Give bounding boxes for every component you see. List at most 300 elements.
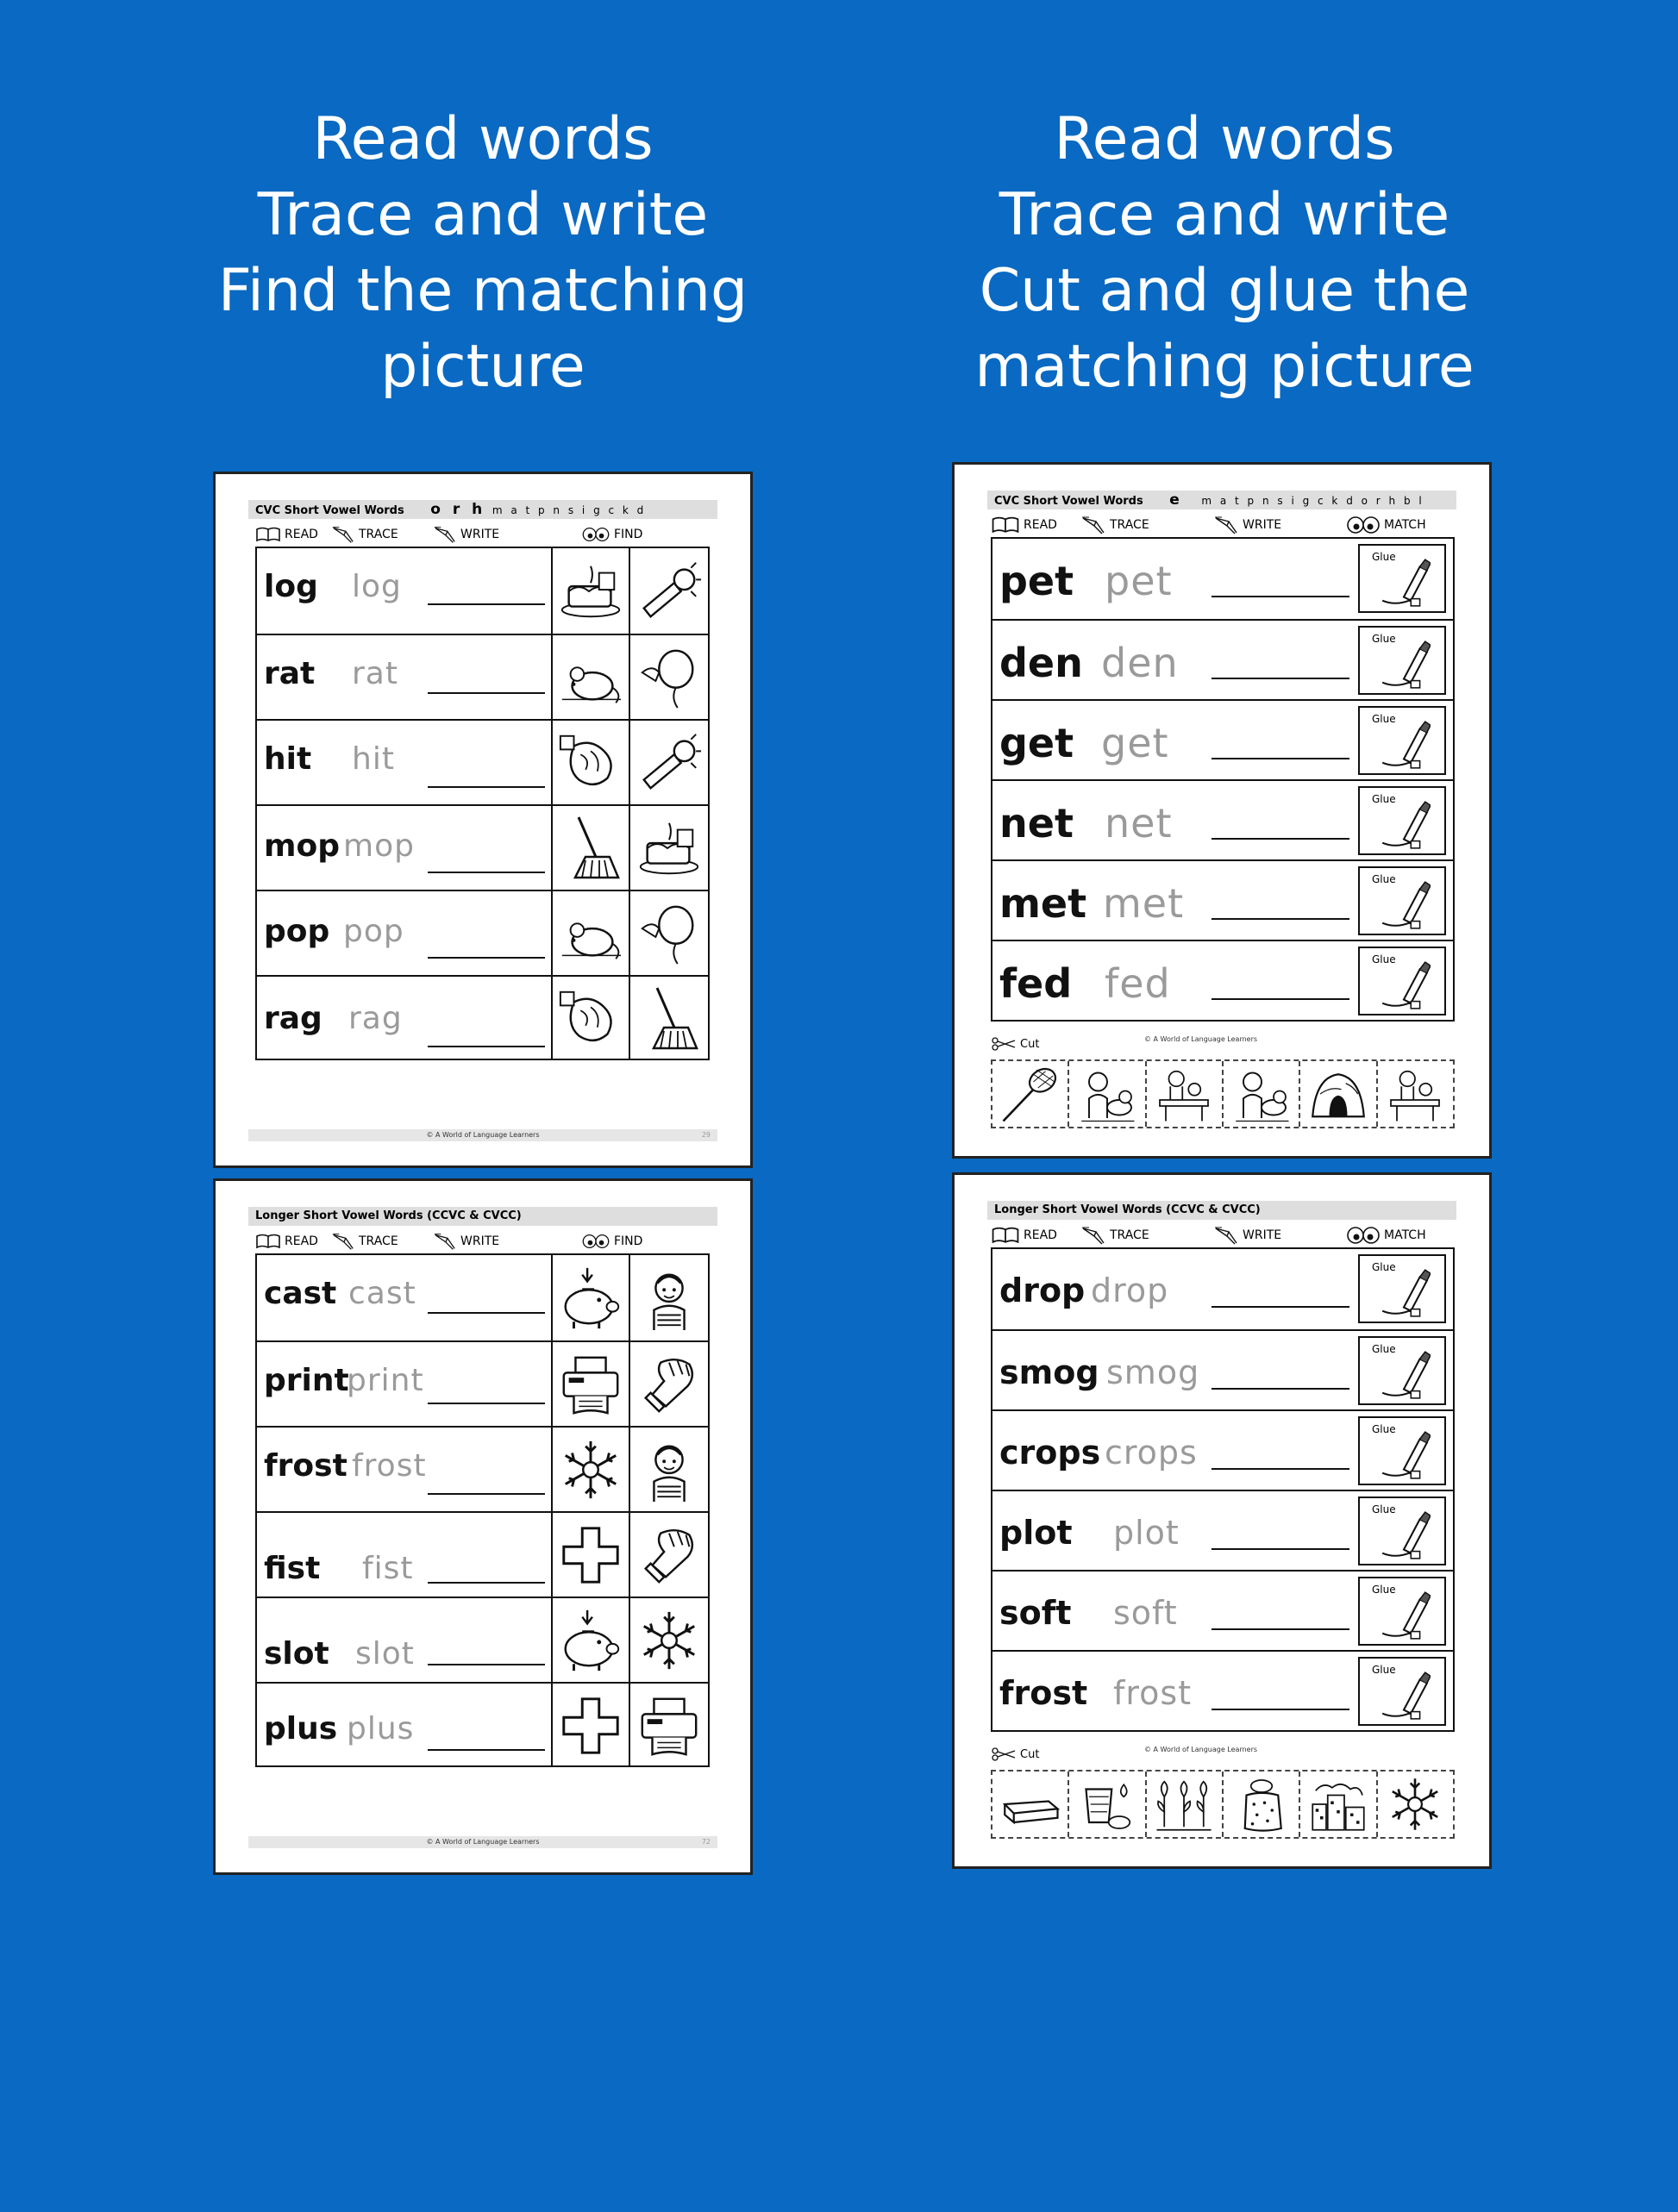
trace-word: slot [355,1636,415,1671]
picture-option[interactable] [551,1513,629,1597]
piggy-bank-icon [557,1606,624,1675]
word-label: pet [999,558,1074,604]
write-line[interactable] [428,957,545,959]
pencil-icon [1213,1226,1239,1245]
picture-option[interactable] [629,635,708,719]
eyes-icon [581,527,610,542]
glue-label: Glue [1372,953,1396,965]
step-read [991,515,1057,535]
glue-box[interactable] [1358,544,1446,613]
picture-option[interactable] [551,806,629,890]
glue-stick-icon [1377,959,1431,1012]
cut-out-picture[interactable] [1222,1771,1299,1837]
write-line[interactable] [428,786,545,788]
glue-box[interactable] [1358,786,1446,855]
word-label: rat [264,656,316,691]
right-heading-line-3: Cut and glue the [979,257,1470,325]
cut-out-picture[interactable] [1299,1771,1375,1837]
mop-icon [635,982,704,1056]
write-line[interactable] [1212,678,1349,679]
word-label: den [999,640,1083,686]
left-heading-line-4: picture [380,333,585,401]
scissors-icon [991,1747,1017,1761]
balloon-icon [636,644,703,711]
word-label: slot [264,1636,329,1671]
glue-box[interactable] [1358,1577,1446,1646]
trace-word: plus [347,1711,415,1746]
trace-word: cast [348,1276,416,1311]
picture-option[interactable] [629,548,708,634]
word-label: mop [264,828,341,864]
picture-option[interactable] [629,721,708,804]
step-write-label: WRITE [460,528,500,541]
picture-option[interactable] [629,1684,708,1767]
glue-box[interactable] [1358,1254,1446,1323]
den-icon [1306,1064,1370,1124]
book-icon [991,516,1020,534]
trace-word: frost [352,1448,427,1484]
fist-icon [636,1350,703,1419]
right-heading-line-1: Read words [1054,105,1395,173]
glue-box[interactable] [1358,1497,1446,1565]
table-row [992,859,1453,940]
glue-box[interactable] [1358,1336,1446,1405]
table-row [257,1340,708,1426]
trace-word: drop [1091,1272,1169,1309]
step-write-label: WRITE [1243,518,1282,532]
write-line[interactable] [1212,1306,1349,1308]
step-find [581,1231,642,1252]
table-row [257,719,708,804]
table-row [992,1650,1453,1730]
word-label: get [999,720,1074,766]
glue-label: Glue [1372,793,1396,805]
write-line[interactable] [1212,1628,1349,1630]
table-row [257,1426,708,1511]
book-icon [255,527,281,542]
write-line[interactable] [428,1493,545,1495]
word-label: met [999,880,1087,927]
picture-option[interactable] [629,891,708,975]
cut-out-picture[interactable] [1068,1771,1144,1837]
step-write [433,524,499,545]
write-line[interactable] [1212,596,1349,597]
trace-word: fist [362,1551,414,1586]
word-grid [255,1253,710,1767]
snowflake-icon [636,1606,703,1675]
write-line[interactable] [1212,1388,1349,1390]
focus-letters: e [1169,491,1183,509]
picture-option[interactable] [551,721,629,804]
picture-option[interactable] [629,1342,708,1426]
soft-cushion-icon [999,1774,1062,1834]
printer-icon [636,1691,703,1760]
glue-stick-icon [1377,798,1431,852]
picture-option[interactable] [629,1428,708,1511]
table-row [992,699,1453,779]
glue-stick-icon [1377,1589,1431,1642]
cut-out-picture[interactable] [1145,1061,1222,1127]
step-trace [1080,1225,1149,1246]
table-row [257,890,708,975]
write-line[interactable] [428,1582,545,1584]
step-trace [1080,515,1149,535]
table-row [992,1409,1453,1490]
eyes-icon [581,1234,610,1249]
table-row [257,1511,708,1597]
boy-at-table-icon [1383,1064,1447,1124]
write-line[interactable] [1212,998,1349,1000]
trace-word: mop [343,828,415,864]
copyright-text: © A World of Language Learners [1144,1035,1258,1043]
rag-icon [557,729,624,797]
write-line[interactable] [428,872,545,873]
glue-stick-icon [1377,1266,1431,1320]
eyes-icon [1346,516,1381,534]
step-match [1346,515,1426,535]
trace-word: pop [343,914,404,949]
glue-label: Glue [1372,1584,1396,1596]
step-read-label: READ [1024,1228,1057,1242]
step-write [1213,1225,1281,1246]
glue-stick-icon [1377,1669,1431,1722]
word-label: hit [264,741,312,777]
word-label: drop [999,1272,1086,1309]
trace-word: rat [352,656,398,691]
cut-out-strip [991,1059,1455,1128]
copyright-text: © A World of Language Learners [426,1838,540,1846]
worksheet-title: CVC Short Vowel Words [255,504,404,517]
printer-icon [557,1350,624,1419]
smog-city-icon [1306,1774,1370,1834]
word-label: log [264,569,318,604]
cut-out-picture[interactable] [1222,1061,1299,1127]
flashlight-icon [636,558,703,625]
mop-icon [556,811,625,885]
word-label: frost [264,1448,347,1484]
trace-word: smog [1106,1353,1200,1391]
glue-box[interactable] [1358,866,1446,935]
left-heading [155,102,811,405]
cut-label [991,1037,1039,1051]
right-heading [897,102,1552,405]
word-label: pop [264,914,330,949]
step-write [433,1231,499,1252]
glue-label: Glue [1372,551,1396,563]
write-line[interactable] [1212,918,1349,920]
glue-label: Glue [1372,1503,1396,1515]
step-trace [331,1231,398,1252]
table-row [992,940,1453,1020]
left-heading-line-3: Find the matching [217,257,748,325]
instruction-steps [991,1225,1453,1246]
worksheet-title-bar [248,1207,717,1226]
pencil-icon [331,525,355,544]
trace-word: soft [1113,1594,1178,1632]
step-trace-label: TRACE [1110,1228,1149,1242]
plus-icon [557,1692,624,1759]
picture-option[interactable] [551,635,629,719]
glue-stick-icon [1377,718,1431,772]
write-line[interactable] [428,1749,545,1751]
step-match-label: MATCH [1384,518,1426,532]
table-row [992,1570,1453,1650]
table-row [992,1490,1453,1570]
write-line[interactable] [428,692,545,694]
picture-option[interactable] [551,891,629,975]
glue-stick-icon [1377,556,1431,609]
step-trace-label: TRACE [359,1234,398,1248]
cut-label-text: Cut [1020,1037,1040,1051]
picture-option[interactable] [629,977,708,1060]
review-letters: m a t p n s i g c k d o r h b l [1201,495,1424,507]
worksheet-footer [248,1129,717,1141]
glue-label: Glue [1372,713,1396,725]
trace-word: den [1101,640,1179,686]
glue-stick-icon [1377,638,1431,691]
review-letters: m a t p n s i g c k d [492,504,647,516]
trace-word: rag [348,1001,403,1036]
trace-word: print [347,1363,424,1398]
word-label: fist [264,1551,321,1586]
write-line[interactable] [1212,1468,1349,1470]
write-line[interactable] [1212,1709,1349,1710]
cake-icon [557,558,624,625]
worksheet-title: CVC Short Vowel Words [994,495,1143,508]
glue-label: Glue [1372,1261,1396,1273]
snowflake-icon [1383,1774,1447,1834]
cut-out-picture[interactable] [992,1061,1068,1127]
write-line[interactable] [1212,838,1349,840]
cut-out-picture[interactable] [1376,1061,1453,1127]
worksheet-title: Longer Short Vowel Words (CCVC & CVCC) [994,1203,1261,1216]
word-label: rag [264,1001,322,1036]
glue-stick-icon [1377,878,1431,932]
step-find [581,524,642,545]
trace-word: fed [1105,960,1171,1007]
table-row [257,548,708,634]
picture-option[interactable] [629,1598,708,1682]
write-line[interactable] [1212,1548,1349,1550]
trace-word: hit [352,741,395,777]
worksheet-footer [248,1836,717,1848]
boy-cast-icon [636,1261,703,1335]
write-line[interactable] [1212,758,1349,759]
step-trace-label: TRACE [359,528,398,541]
mouse-icon [557,644,624,711]
right-heading-line-4: matching picture [974,333,1475,401]
write-line[interactable] [428,1312,545,1314]
table-row [257,975,708,1060]
eyes-icon [1346,1226,1381,1245]
glue-label: Glue [1372,1664,1396,1676]
glue-label: Glue [1372,1423,1396,1435]
pencil-icon [433,1232,457,1251]
worksheet-longer-match [952,1172,1492,1869]
picture-option[interactable] [551,977,629,1060]
word-grid [255,547,710,1060]
step-match [1346,1225,1426,1246]
word-label: fed [999,960,1073,1007]
picture-option[interactable] [629,1255,708,1340]
trace-word: get [1101,720,1169,766]
word-label: plot [999,1514,1073,1552]
plus-icon [557,1522,624,1589]
word-label: frost [999,1674,1088,1712]
pencil-icon [331,1232,355,1251]
step-read [255,524,318,545]
worksheet-title-bar [987,1201,1456,1220]
pencil-icon [1080,516,1106,534]
table-row [257,1682,708,1767]
table-row [257,634,708,719]
step-trace-label: TRACE [1110,518,1149,532]
focus-letters: o r h [430,501,486,518]
cut-out-picture[interactable] [1068,1061,1144,1127]
net-icon [999,1064,1062,1124]
glue-box[interactable] [1358,626,1446,695]
picture-option[interactable] [551,1342,629,1426]
trace-word: crops [1105,1434,1198,1472]
step-write [1213,515,1281,535]
word-label: net [999,800,1074,847]
book-icon [255,1234,281,1249]
soft-pillow-icon [1230,1774,1293,1834]
kids-eating-icon [1230,1064,1293,1124]
word-label: soft [999,1594,1072,1632]
glue-label: Glue [1372,1343,1396,1355]
write-line[interactable] [428,1664,545,1665]
step-find-label: FIND [614,528,643,541]
boy-cast-icon [636,1433,703,1507]
glue-box[interactable] [1358,947,1446,1015]
fist-icon [636,1521,703,1590]
table-row [992,619,1453,699]
table-row [992,1249,1453,1329]
step-match-label: MATCH [1384,1228,1426,1242]
step-read [255,1231,318,1252]
cut-label [991,1747,1039,1761]
step-write-label: WRITE [460,1234,500,1248]
pencil-icon [1080,1226,1106,1245]
left-heading-line-2: Trace and write [257,181,709,249]
step-read-label: READ [285,1234,318,1248]
word-grid [991,537,1455,1022]
page-number: 29 [701,1131,711,1139]
snowflake-icon [557,1435,624,1504]
step-read [991,1225,1057,1246]
table-row [257,804,708,890]
copyright-text: © A World of Language Learners [426,1131,540,1139]
picture-option[interactable] [551,1428,629,1511]
worksheet-title-bar [987,491,1456,509]
write-line[interactable] [428,1403,545,1404]
trace-word: net [1105,800,1173,847]
glue-stick-icon [1377,1509,1431,1562]
worksheet-title-bar [248,500,717,519]
glue-box[interactable] [1358,1416,1446,1485]
step-trace [331,524,398,545]
glue-box[interactable] [1358,1657,1446,1726]
book-icon [991,1227,1020,1244]
word-label: plus [264,1711,338,1746]
word-label: crops [999,1434,1101,1472]
picture-option[interactable] [551,1684,629,1767]
cake-icon [636,815,703,882]
write-line[interactable] [428,603,545,605]
step-read-label: READ [1024,518,1057,532]
copyright-text: © A World of Language Learners [1144,1746,1258,1753]
cut-out-picture[interactable] [1299,1061,1375,1127]
picture-option[interactable] [629,1513,708,1597]
write-line[interactable] [428,1046,545,1047]
worksheet-cvc-find [213,472,753,1168]
trace-word: frost [1113,1674,1193,1712]
glue-stick-icon [1377,1428,1431,1482]
table-row [257,1597,708,1682]
cut-out-strip [991,1770,1455,1839]
word-label: cast [264,1276,337,1311]
picture-option[interactable] [551,1255,629,1340]
step-read-label: READ [285,528,318,541]
instruction-steps [991,515,1453,535]
glue-box[interactable] [1358,706,1446,775]
pencil-icon [1213,516,1239,534]
cut-out-picture[interactable] [1376,1771,1453,1837]
pencil-icon [433,525,457,544]
glue-label: Glue [1372,873,1396,885]
table-row [992,539,1453,619]
table-row [257,1255,708,1340]
crops-icon [1152,1774,1216,1834]
drop-icon [1075,1774,1139,1834]
step-find-label: FIND [614,1234,643,1248]
left-heading-line-1: Read words [312,105,654,173]
piggy-bank-icon [557,1264,624,1333]
word-grid [991,1247,1455,1732]
word-label: smog [999,1353,1099,1391]
instruction-steps [255,1231,711,1252]
right-heading-line-2: Trace and write [999,181,1450,249]
step-write-label: WRITE [1243,1228,1282,1242]
trace-word: pet [1105,558,1173,604]
picture-option[interactable] [551,548,629,634]
cut-out-picture[interactable] [1145,1771,1222,1837]
glue-stick-icon [1377,1348,1431,1402]
table-row [992,779,1453,859]
balloon-icon [636,900,703,967]
cut-out-picture[interactable] [992,1771,1068,1837]
mouse-icon [557,900,624,967]
kids-pet-icon [1075,1064,1139,1124]
trace-word: plot [1113,1514,1180,1552]
trace-word: met [1103,880,1185,927]
flashlight-icon [636,729,703,797]
page-number: 72 [701,1838,711,1846]
word-label: print [264,1363,349,1398]
trace-word: log [352,569,402,604]
picture-option[interactable] [551,1598,629,1682]
worksheet-longer-find [213,1178,753,1875]
glue-label: Glue [1372,633,1396,645]
rag-icon [557,985,624,1053]
scissors-icon [991,1037,1017,1051]
cut-label-text: Cut [1020,1747,1040,1761]
picture-option[interactable] [629,806,708,890]
instruction-steps [255,524,711,545]
table-row [992,1329,1453,1409]
worksheet-title: Longer Short Vowel Words (CCVC & CVCC) [255,1209,522,1222]
